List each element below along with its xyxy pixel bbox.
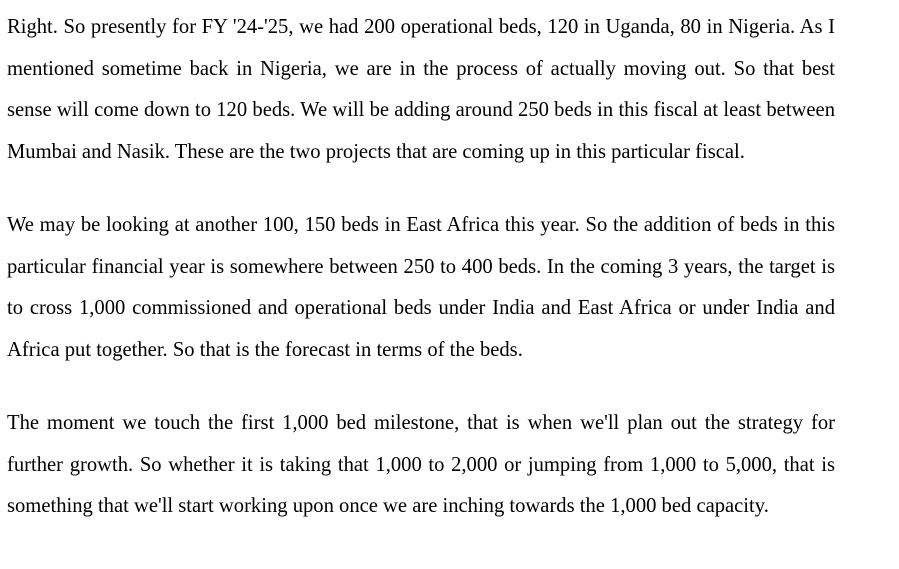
document-body xyxy=(7,7,835,528)
paragraph-1: Right. So presently for FY '24-'25, we had 200 operational beds, 120 in Uganda, 80 in Nigeria. As I mentioned sometime back in Nigeria, we are in the process of actually moving out. So that best sense will come down to 120 beds. We will be adding around 250 beds in this fiscal at least between Mumbai and Nasik. These are the two projects that are coming up in this particular fiscal. xyxy=(7,16,835,163)
paragraph-2: We may be looking at another 100, 150 beds in East Africa this year. So the addition of beds in this particular financial year is somewhere between 250 to 400 beds. In the coming 3 years, the target is to cross 1,000 commissioned and operational beds under India and East Africa or under India and Africa put together. So that is the forecast in terms of the beds. xyxy=(7,214,835,361)
paragraph-3: The moment we touch the first 1,000 bed milestone, that is when we'll plan out the strategy for further growth. So whether it is taking that 1,000 to 2,000 or jumping from 1,000 to 5,000, that is something that we'll start working upon once we are inching towards the 1,000 bed capacity. xyxy=(7,412,835,517)
